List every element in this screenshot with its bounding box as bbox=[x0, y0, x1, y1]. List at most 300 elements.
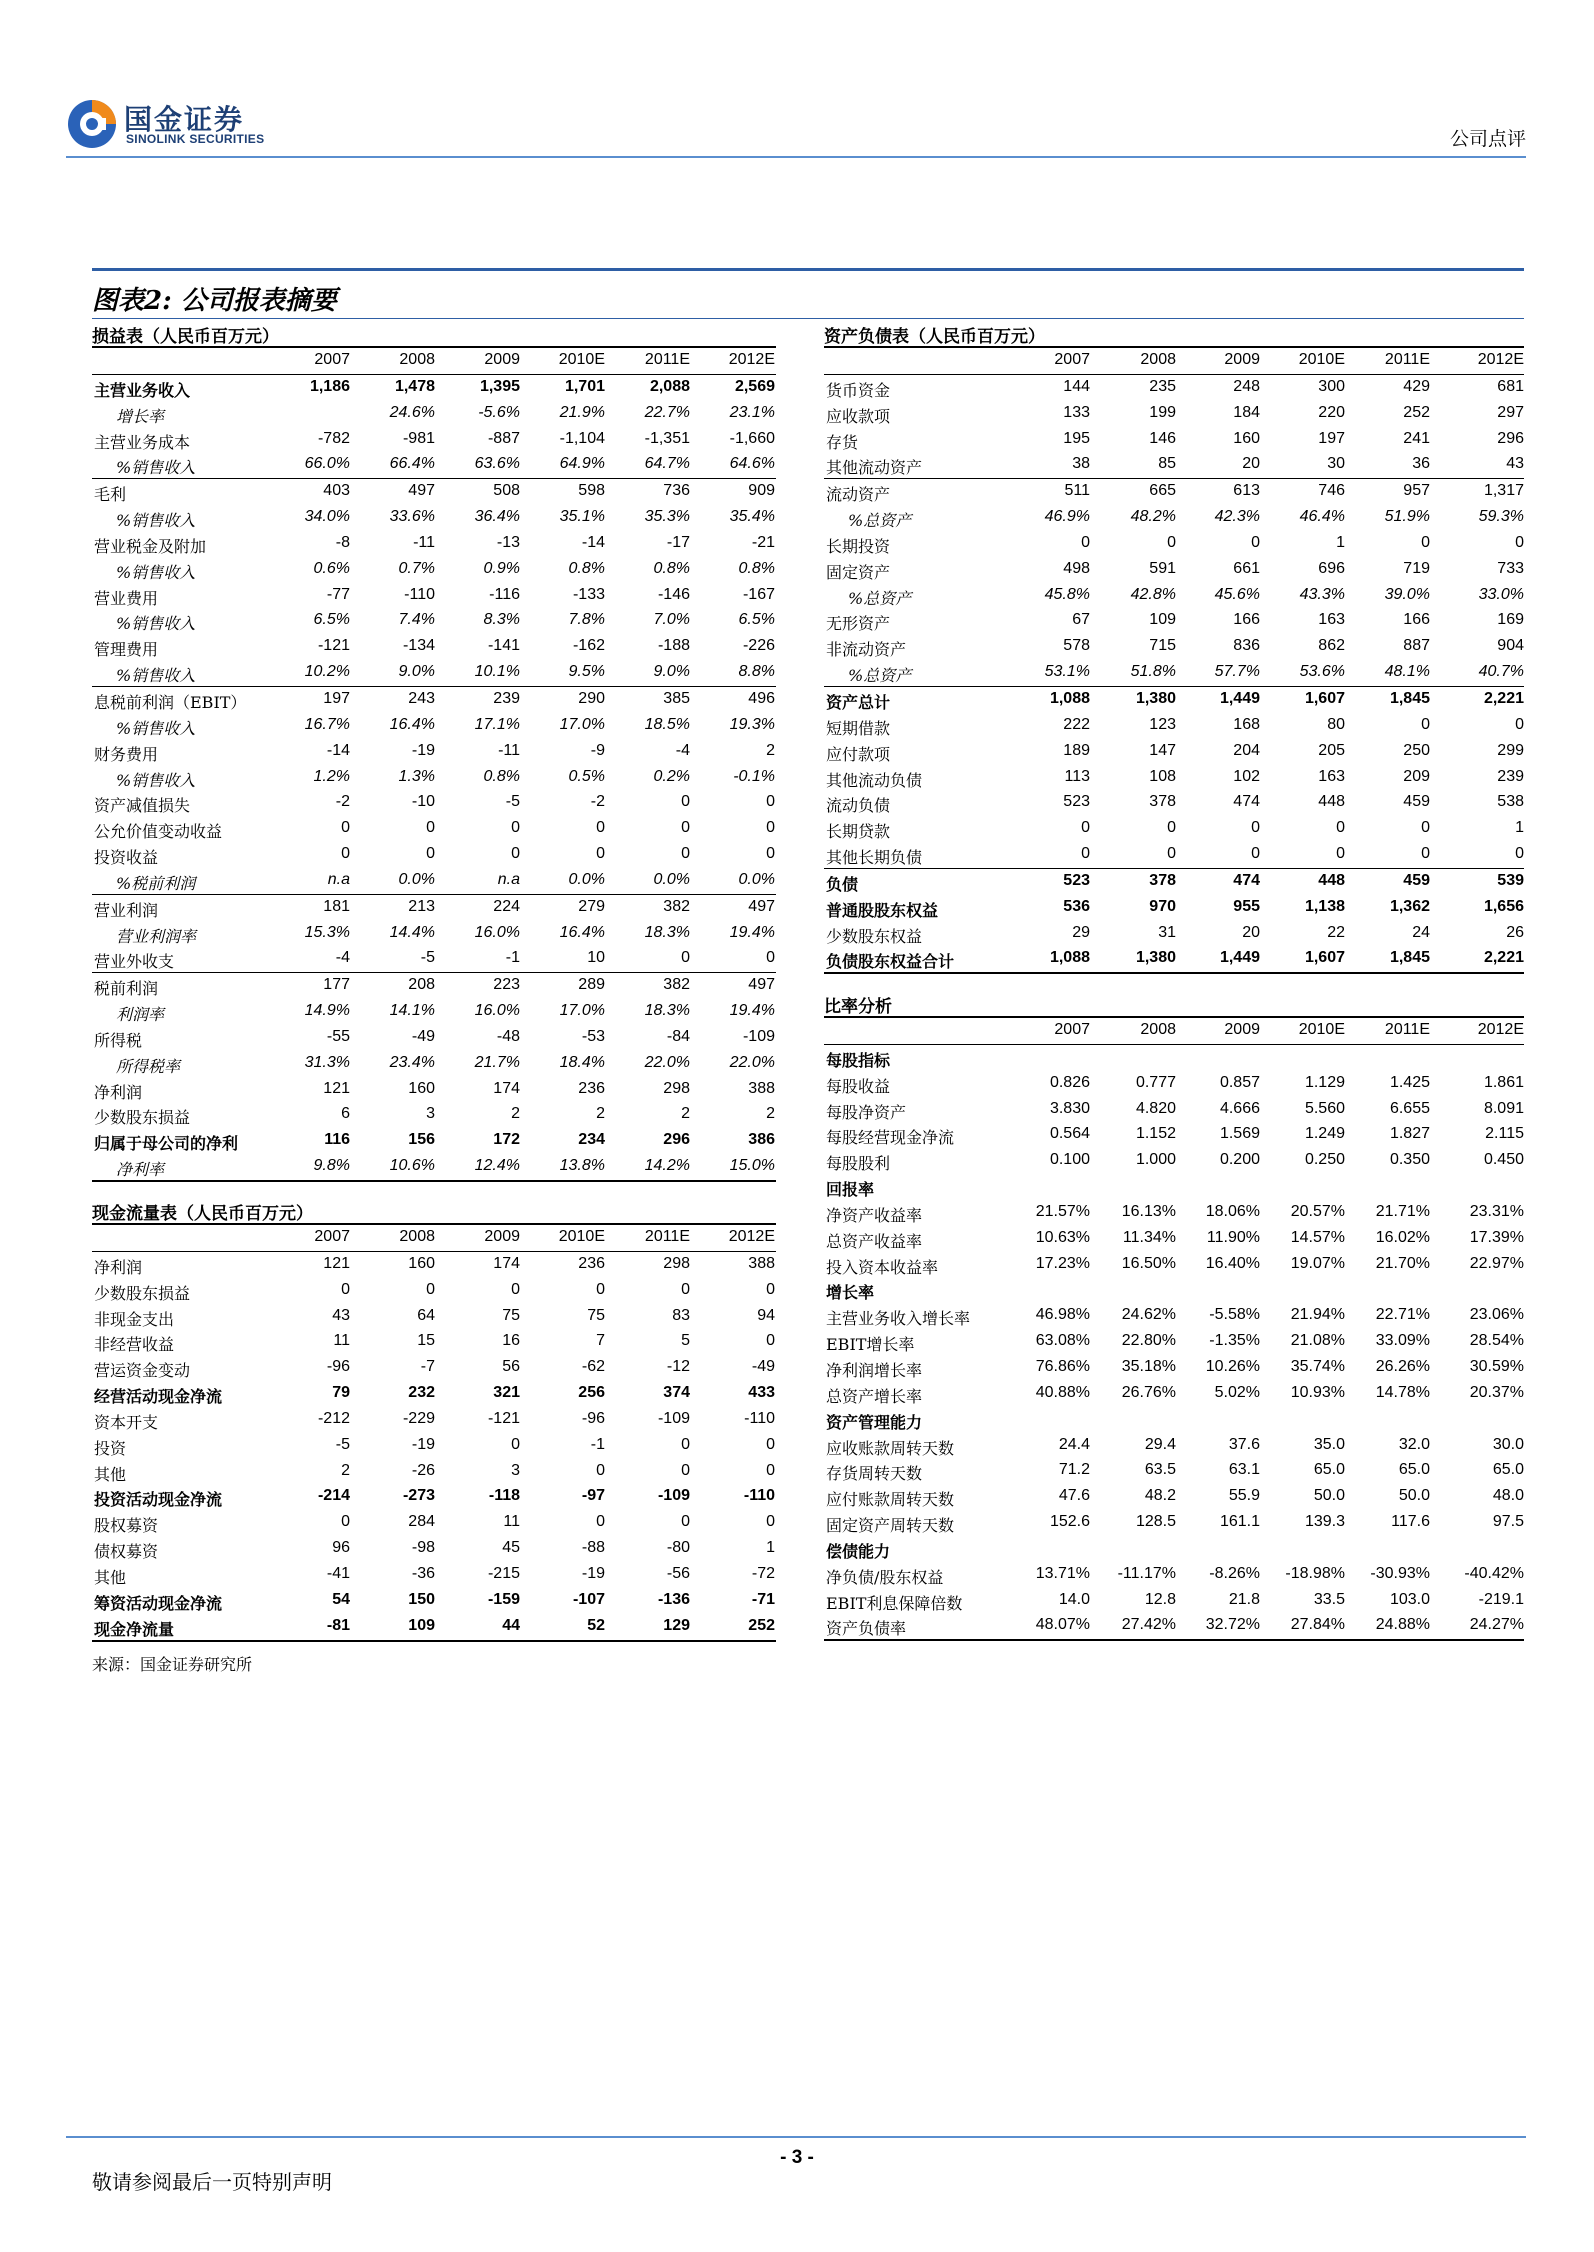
value-cell: 43.3% bbox=[1299, 585, 1345, 603]
value-cell: -18.98% bbox=[1285, 1564, 1345, 1582]
value-cell: 16.4% bbox=[389, 715, 435, 733]
row-label: 净利润 bbox=[94, 1257, 143, 1277]
value-cell: 22.0% bbox=[729, 1053, 775, 1071]
value-cell: 232 bbox=[408, 1384, 435, 1402]
table-title: 损益表（人民币百万元） bbox=[92, 327, 279, 347]
value-cell: 223 bbox=[493, 976, 520, 994]
value-cell: 66.4% bbox=[389, 455, 435, 473]
value-cell: 26 bbox=[1506, 923, 1524, 941]
year-header-cell: 2010E bbox=[1298, 351, 1345, 368]
value-cell: 1,656 bbox=[1483, 897, 1524, 915]
value-cell: -118 bbox=[488, 1487, 520, 1505]
row-label: 投资活动现金净流 bbox=[94, 1490, 223, 1510]
value-cell: 0 bbox=[1421, 845, 1430, 863]
value-cell: 1,449 bbox=[1219, 949, 1260, 967]
table-row bbox=[92, 946, 776, 972]
value-cell: 14.0 bbox=[1058, 1590, 1090, 1608]
value-cell: 199 bbox=[1149, 403, 1176, 421]
value-cell: -219.1 bbox=[1478, 1590, 1524, 1608]
table-row bbox=[92, 1025, 776, 1051]
table-row bbox=[824, 868, 1524, 895]
value-cell: 12.4% bbox=[474, 1157, 520, 1175]
year-header-cell: 2012E bbox=[728, 1228, 775, 1245]
year-header-cell: 2011E bbox=[1384, 1021, 1430, 1038]
value-cell: 665 bbox=[1149, 482, 1176, 500]
value-cell: 296 bbox=[663, 1131, 690, 1149]
value-cell: 21.8 bbox=[1228, 1590, 1260, 1608]
value-cell: -136 bbox=[657, 1590, 690, 1608]
value-cell: 0.8% bbox=[738, 559, 775, 577]
value-cell: 195 bbox=[1063, 429, 1090, 447]
value-cell: 3 bbox=[511, 1461, 520, 1479]
value-cell: 523 bbox=[1063, 871, 1090, 889]
table-row bbox=[92, 1102, 776, 1128]
value-cell: 56 bbox=[502, 1358, 520, 1376]
table-row bbox=[824, 1613, 1524, 1639]
value-cell: 17.23% bbox=[1035, 1254, 1090, 1272]
row-label: 总资产增长率 bbox=[826, 1386, 923, 1406]
value-cell: 0.2% bbox=[653, 767, 690, 785]
row-label: 无形资产 bbox=[826, 614, 891, 634]
value-cell: 1,607 bbox=[1304, 689, 1345, 707]
value-cell: 19.3% bbox=[729, 715, 775, 733]
value-cell: 459 bbox=[1403, 793, 1430, 811]
value-cell: 16.40% bbox=[1205, 1254, 1260, 1272]
value-cell: -41 bbox=[326, 1564, 350, 1582]
value-cell: 20 bbox=[1242, 455, 1260, 473]
value-cell: 64.6% bbox=[729, 455, 775, 473]
value-cell: -1 bbox=[505, 949, 520, 967]
value-cell: -96 bbox=[326, 1358, 350, 1376]
value-cell: 24 bbox=[1412, 923, 1430, 941]
value-cell: 298 bbox=[663, 1079, 690, 1097]
value-cell: 613 bbox=[1233, 482, 1260, 500]
cash-flow-table bbox=[92, 1197, 776, 1642]
table-bottom-rule bbox=[92, 1640, 776, 1642]
value-cell: 27.42% bbox=[1121, 1616, 1176, 1634]
row-label: 其他长期负债 bbox=[826, 848, 923, 868]
value-cell: 21.94% bbox=[1290, 1306, 1345, 1324]
value-cell: 0.0% bbox=[398, 870, 435, 888]
value-cell: 661 bbox=[1233, 559, 1260, 577]
value-cell: 719 bbox=[1403, 559, 1430, 577]
value-cell: 75 bbox=[587, 1306, 605, 1324]
value-cell: 862 bbox=[1318, 637, 1345, 655]
value-cell: 123 bbox=[1149, 715, 1176, 733]
row-label: %销售收入 bbox=[116, 666, 196, 686]
row-label: 主营业务收入 bbox=[94, 380, 191, 400]
value-cell: 28.54% bbox=[1469, 1332, 1524, 1350]
page-number: - 3 - bbox=[780, 2147, 814, 2168]
table-row bbox=[92, 1355, 776, 1381]
value-cell: 0.100 bbox=[1049, 1151, 1090, 1169]
value-cell: 31 bbox=[1158, 923, 1176, 941]
value-cell: -77 bbox=[326, 585, 350, 603]
value-cell: 836 bbox=[1233, 637, 1260, 655]
value-cell: 0 bbox=[1251, 845, 1260, 863]
value-cell: 382 bbox=[663, 897, 690, 915]
table-row bbox=[824, 375, 1524, 401]
table-row bbox=[92, 894, 776, 921]
value-cell: 403 bbox=[323, 482, 350, 500]
value-cell: 539 bbox=[1497, 871, 1524, 889]
value-cell: 0 bbox=[681, 1280, 690, 1298]
value-cell: 5.560 bbox=[1304, 1099, 1345, 1117]
value-cell: 1,317 bbox=[1483, 482, 1524, 500]
row-label: 税前利润 bbox=[94, 979, 159, 999]
value-cell: 189 bbox=[1063, 741, 1090, 759]
value-cell: -11 bbox=[498, 741, 520, 759]
value-cell: 378 bbox=[1149, 793, 1176, 811]
table-row bbox=[824, 1329, 1524, 1355]
value-cell: 160 bbox=[408, 1254, 435, 1272]
value-cell: 0 bbox=[681, 793, 690, 811]
row-label: 经营活动现金净流 bbox=[94, 1387, 223, 1407]
value-cell: 11 bbox=[333, 1332, 350, 1350]
value-cell: 0.0% bbox=[738, 870, 775, 888]
value-cell: 113 bbox=[1064, 767, 1090, 785]
value-cell: 213 bbox=[408, 897, 435, 915]
row-label: %总资产 bbox=[848, 666, 912, 686]
table-row bbox=[824, 842, 1524, 868]
value-cell: 0 bbox=[1421, 819, 1430, 837]
value-cell: 9.0% bbox=[653, 663, 690, 681]
value-cell: -5.6% bbox=[478, 403, 520, 421]
value-cell: -97 bbox=[581, 1487, 605, 1505]
table-row bbox=[92, 1510, 776, 1536]
value-cell: 1,845 bbox=[1389, 949, 1430, 967]
table-row bbox=[824, 1226, 1524, 1252]
value-cell: 11 bbox=[503, 1513, 520, 1531]
value-cell: 0 bbox=[766, 1461, 775, 1479]
value-cell: 1.3% bbox=[398, 767, 435, 785]
value-cell: 22 bbox=[1327, 923, 1345, 941]
table-row bbox=[824, 946, 1524, 972]
value-cell: 7.0% bbox=[653, 611, 690, 629]
table-bottom-rule bbox=[824, 972, 1524, 974]
table-row bbox=[824, 452, 1524, 478]
value-cell: -167 bbox=[742, 585, 775, 603]
value-cell: 236 bbox=[578, 1254, 605, 1272]
value-cell: 51.9% bbox=[1384, 508, 1430, 526]
value-cell: -36 bbox=[411, 1564, 435, 1582]
value-cell: 172 bbox=[493, 1131, 520, 1149]
value-cell: 64.9% bbox=[559, 455, 605, 473]
value-cell: -141 bbox=[487, 637, 520, 655]
row-label: 应收账款周转天数 bbox=[826, 1438, 955, 1458]
value-cell: 289 bbox=[578, 976, 605, 994]
value-cell: 1 bbox=[1336, 533, 1345, 551]
value-cell: 0.9% bbox=[483, 559, 520, 577]
value-cell: 10.63% bbox=[1035, 1228, 1090, 1246]
value-cell: -49 bbox=[751, 1358, 775, 1376]
value-cell: 14.9% bbox=[304, 1002, 350, 1020]
value-cell: 300 bbox=[1318, 377, 1345, 395]
row-label: 资产管理能力 bbox=[826, 1412, 923, 1432]
value-cell: 0.857 bbox=[1219, 1073, 1260, 1091]
value-cell: 957 bbox=[1403, 482, 1430, 500]
header-divider bbox=[66, 156, 1526, 158]
value-cell: -21 bbox=[751, 533, 775, 551]
value-cell: -40.42% bbox=[1464, 1564, 1524, 1582]
row-label: 存货 bbox=[826, 432, 859, 452]
value-cell: -5 bbox=[420, 949, 435, 967]
value-cell: 209 bbox=[1403, 767, 1430, 785]
value-cell: 0 bbox=[681, 1435, 690, 1453]
value-cell: 18.3% bbox=[644, 1002, 690, 1020]
value-cell: 29.4 bbox=[1144, 1435, 1176, 1453]
row-label: 应付款项 bbox=[826, 744, 891, 764]
value-cell: 0.8% bbox=[483, 767, 520, 785]
row-label: 筹资活动现金净流 bbox=[94, 1593, 223, 1613]
value-cell: 21.9% bbox=[559, 403, 605, 421]
value-cell: 955 bbox=[1233, 897, 1260, 915]
value-cell: 23.06% bbox=[1469, 1306, 1524, 1324]
value-cell: 42.3% bbox=[1214, 508, 1260, 526]
row-label: %销售收入 bbox=[116, 562, 196, 582]
year-header-cell: 2009 bbox=[1224, 1021, 1260, 1038]
value-cell: 13.71% bbox=[1035, 1564, 1090, 1582]
table-row bbox=[824, 713, 1524, 739]
table-row bbox=[824, 686, 1524, 713]
value-cell: 11.34% bbox=[1122, 1228, 1176, 1246]
table-row bbox=[824, 1122, 1524, 1148]
value-cell: -109 bbox=[742, 1027, 775, 1045]
table-row bbox=[92, 557, 776, 583]
value-cell: 256 bbox=[578, 1384, 605, 1402]
value-cell: 79 bbox=[332, 1384, 350, 1402]
table-row bbox=[92, 1329, 776, 1355]
table-row bbox=[92, 1381, 776, 1407]
row-label: %销售收入 bbox=[116, 718, 196, 738]
value-cell: 33.5 bbox=[1313, 1590, 1345, 1608]
table-row bbox=[824, 660, 1524, 686]
value-cell: 83 bbox=[672, 1306, 690, 1324]
value-cell: -71 bbox=[751, 1590, 775, 1608]
year-header-cell: 2009 bbox=[484, 1228, 520, 1245]
table-row bbox=[92, 634, 776, 660]
table-row bbox=[824, 1407, 1524, 1433]
value-cell: -56 bbox=[666, 1564, 690, 1582]
value-cell: 52 bbox=[587, 1616, 605, 1634]
value-cell: 24.62% bbox=[1121, 1306, 1176, 1324]
value-cell: -226 bbox=[742, 637, 775, 655]
value-cell: 35.18% bbox=[1121, 1357, 1176, 1375]
value-cell: 0 bbox=[511, 819, 520, 837]
value-cell: 252 bbox=[748, 1616, 775, 1634]
table-row bbox=[92, 478, 776, 505]
value-cell: 252 bbox=[1403, 403, 1430, 421]
value-cell: 24.88% bbox=[1375, 1616, 1430, 1634]
value-cell: 63.1 bbox=[1228, 1461, 1260, 1479]
value-cell: 0.777 bbox=[1135, 1073, 1176, 1091]
value-cell: 429 bbox=[1403, 377, 1430, 395]
value-cell: 736 bbox=[663, 482, 690, 500]
value-cell: 181 bbox=[323, 897, 350, 915]
value-cell: 85 bbox=[1158, 455, 1176, 473]
value-cell: 15 bbox=[417, 1332, 435, 1350]
value-cell: 378 bbox=[1149, 871, 1176, 889]
value-cell: 0 bbox=[766, 1332, 775, 1350]
value-cell: 8.091 bbox=[1483, 1099, 1524, 1117]
value-cell: 1.425 bbox=[1389, 1073, 1430, 1091]
value-cell: 6.655 bbox=[1389, 1099, 1430, 1117]
value-cell: 23.1% bbox=[729, 403, 775, 421]
value-cell: 0 bbox=[766, 845, 775, 863]
value-cell: 48.0 bbox=[1492, 1487, 1524, 1505]
value-cell: 21.08% bbox=[1290, 1332, 1345, 1350]
year-header-cell: 2008 bbox=[399, 351, 435, 368]
value-cell: -162 bbox=[572, 637, 605, 655]
value-cell: 497 bbox=[748, 976, 775, 994]
row-label: 股权募资 bbox=[94, 1516, 159, 1536]
value-cell: 7.8% bbox=[568, 611, 605, 629]
year-header-row bbox=[92, 348, 776, 375]
value-cell: 37.6 bbox=[1228, 1435, 1260, 1453]
ratio-analysis-table bbox=[824, 990, 1524, 1641]
value-cell: -4 bbox=[675, 741, 690, 759]
value-cell: -116 bbox=[489, 585, 520, 603]
value-cell: -1,351 bbox=[644, 429, 690, 447]
value-cell: 50.0 bbox=[1313, 1487, 1345, 1505]
table-row bbox=[824, 478, 1524, 505]
value-cell: 17.1% bbox=[474, 715, 520, 733]
value-cell: 109 bbox=[408, 1616, 435, 1634]
value-cell: -14 bbox=[326, 741, 350, 759]
value-cell: 279 bbox=[578, 897, 605, 915]
value-cell: 0.0% bbox=[568, 870, 605, 888]
value-cell: -1.35% bbox=[1209, 1332, 1260, 1350]
value-cell: 591 bbox=[1149, 559, 1176, 577]
value-cell: 22.80% bbox=[1121, 1332, 1176, 1350]
value-cell: 2.115 bbox=[1485, 1125, 1524, 1143]
value-cell: 2,569 bbox=[734, 377, 775, 395]
table-row bbox=[824, 427, 1524, 453]
value-cell: 0.0% bbox=[653, 870, 690, 888]
value-cell: 250 bbox=[1403, 741, 1430, 759]
value-cell: 296 bbox=[1497, 429, 1524, 447]
value-cell: -19 bbox=[581, 1564, 605, 1582]
value-cell: -215 bbox=[487, 1564, 520, 1582]
figure-title: 图表2: 公司报表摘要 bbox=[92, 286, 337, 316]
row-label: 现金净流量 bbox=[94, 1619, 175, 1639]
value-cell: 10.2% bbox=[304, 663, 350, 681]
value-cell: 2 bbox=[681, 1105, 690, 1123]
row-label: 投资 bbox=[94, 1438, 127, 1458]
value-cell: -30.93% bbox=[1370, 1564, 1430, 1582]
value-cell: 184 bbox=[1233, 403, 1260, 421]
table-row bbox=[92, 583, 776, 609]
value-cell: 46.98% bbox=[1035, 1306, 1090, 1324]
table-row bbox=[92, 1077, 776, 1103]
value-cell: 63.5 bbox=[1144, 1461, 1176, 1479]
year-header-row bbox=[824, 348, 1524, 375]
value-cell: -133 bbox=[572, 585, 605, 603]
table-row bbox=[824, 1277, 1524, 1303]
year-header-cell: 2008 bbox=[399, 1228, 435, 1245]
value-cell: 0 bbox=[1421, 533, 1430, 551]
value-cell: -887 bbox=[487, 429, 520, 447]
row-label: 营运资金变动 bbox=[94, 1361, 191, 1381]
table-row bbox=[824, 1200, 1524, 1226]
value-cell: 45.8% bbox=[1044, 585, 1090, 603]
row-label: 净利润增长率 bbox=[826, 1360, 923, 1380]
year-header-row bbox=[824, 1018, 1524, 1045]
table-row bbox=[92, 842, 776, 868]
value-cell: 0.5% bbox=[568, 767, 605, 785]
value-cell: 511 bbox=[1064, 482, 1090, 500]
row-label: 净利率 bbox=[116, 1160, 165, 1180]
value-cell: 0 bbox=[341, 1280, 350, 1298]
value-cell: 150 bbox=[408, 1590, 435, 1608]
year-header-row bbox=[92, 1225, 776, 1252]
value-cell: 9.8% bbox=[313, 1157, 350, 1175]
table-row bbox=[824, 739, 1524, 765]
row-label: 存货周转天数 bbox=[826, 1464, 923, 1484]
value-cell: -109 bbox=[657, 1409, 690, 1427]
value-cell: n.a bbox=[497, 870, 520, 888]
value-cell: 47.6 bbox=[1058, 1487, 1090, 1505]
value-cell: 18.06% bbox=[1205, 1202, 1260, 1220]
value-cell: 497 bbox=[748, 897, 775, 915]
value-cell: 0.350 bbox=[1389, 1151, 1430, 1169]
value-cell: 13.8% bbox=[559, 1157, 605, 1175]
value-cell: 7.4% bbox=[398, 611, 435, 629]
value-cell: -110 bbox=[404, 585, 435, 603]
value-cell: 66.0% bbox=[304, 455, 350, 473]
value-cell: 3 bbox=[426, 1105, 435, 1123]
value-cell: 448 bbox=[1318, 793, 1345, 811]
value-cell: 32.0 bbox=[1398, 1435, 1430, 1453]
value-cell: 71.2 bbox=[1058, 1461, 1090, 1479]
value-cell: 523 bbox=[1063, 793, 1090, 811]
row-label: 毛利 bbox=[94, 485, 127, 505]
value-cell: 163 bbox=[1318, 611, 1345, 629]
value-cell: -14 bbox=[581, 533, 605, 551]
row-label: 偿债能力 bbox=[826, 1541, 891, 1561]
value-cell: 474 bbox=[1233, 793, 1260, 811]
table-row bbox=[824, 608, 1524, 634]
row-label: 固定资产周转天数 bbox=[826, 1516, 955, 1536]
value-cell: -13 bbox=[496, 533, 520, 551]
value-cell: -110 bbox=[743, 1487, 775, 1505]
value-cell: -17 bbox=[666, 533, 690, 551]
value-cell: 30.0 bbox=[1492, 1435, 1524, 1453]
value-cell: 0 bbox=[1336, 845, 1345, 863]
value-cell: 42.8% bbox=[1130, 585, 1176, 603]
row-label: 所得税 bbox=[94, 1030, 143, 1050]
value-cell: 205 bbox=[1318, 741, 1345, 759]
value-cell: 9.5% bbox=[568, 663, 605, 681]
value-cell: 0 bbox=[511, 845, 520, 863]
value-cell: 0 bbox=[1421, 715, 1430, 733]
value-cell: 23.31% bbox=[1469, 1202, 1524, 1220]
value-cell: 22.7% bbox=[644, 403, 690, 421]
value-cell: 24.6% bbox=[389, 403, 435, 421]
value-cell: 8.3% bbox=[483, 611, 520, 629]
value-cell: 0.200 bbox=[1219, 1151, 1260, 1169]
value-cell: -8 bbox=[335, 533, 350, 551]
value-cell: 2 bbox=[341, 1461, 350, 1479]
value-cell: 248 bbox=[1233, 377, 1260, 395]
value-cell: 0 bbox=[766, 1435, 775, 1453]
row-label: 应付账款周转天数 bbox=[826, 1490, 955, 1510]
value-cell: -9 bbox=[590, 741, 605, 759]
table-title-row bbox=[824, 320, 1524, 348]
value-cell: -212 bbox=[317, 1409, 350, 1427]
year-header-cell: 2007 bbox=[1054, 1021, 1090, 1038]
table-row bbox=[824, 1536, 1524, 1562]
